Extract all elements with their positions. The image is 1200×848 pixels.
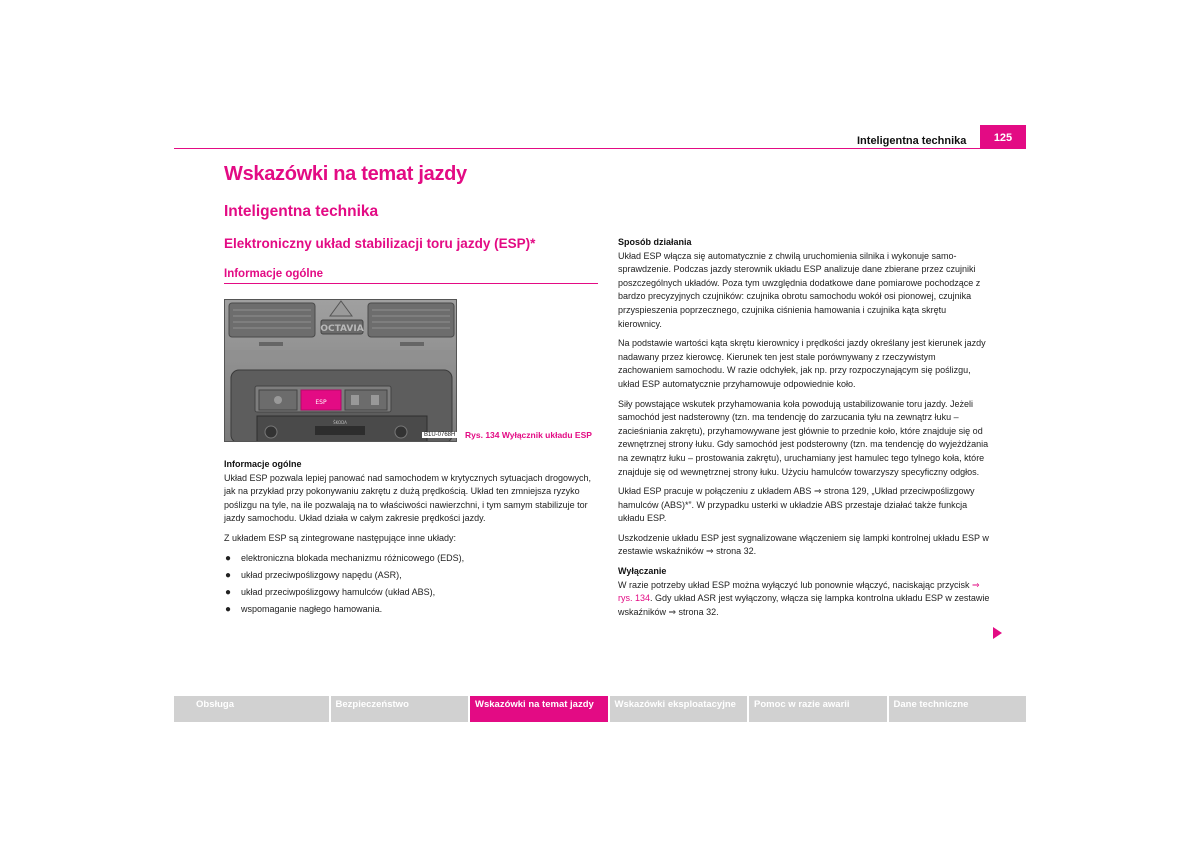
right-subtitle-2: Wyłączanie (618, 566, 667, 577)
page-number: 125 (980, 125, 1026, 149)
section-title: Inteligentna technika (224, 203, 379, 220)
right-column (618, 236, 992, 625)
list-item: ● elektroniczna blokada mechanizmu różnicowego (EDS), (225, 552, 465, 564)
dashboard-illustration (225, 300, 457, 442)
continue-arrow-icon (993, 627, 1002, 639)
left-paragraph-1: Układ ESP pozwala lepiej panować nad samochodem w krytycznych sytuacjach drogowych, jak na przykład przy pokonywaniu zakrętu z dużą prędkością. Układ ten zmniejsza ryzyko poślizgu na tyle, na ile pozwalają na to właściwości nawierzchni, i tym samym stabilizuje tor jazdy samochodu. Układ działa w całym zakresie prędkości jazdy. (224, 472, 592, 524)
bullet-icon: ● (225, 569, 232, 581)
topic-title: Informacje ogólne (224, 268, 324, 280)
figure-code: B1U-0768H (424, 432, 456, 438)
left-paragraph-2: Z układem ESP są zintegrowane następujące inne układy: (224, 532, 456, 543)
right-paragraph-5: Uszkodzenie układu ESP jest sygnalizowane włączeniem się lampki kontrolnej układu ESP w zestawie wskaźników ⇒ strona 32. (618, 532, 989, 557)
right-paragraph-3: Siły powstające wskutek przyhamowania koła powodują ustabilizowanie toru jazdy. Jeżeli samochód jest nadsterowny (tzn. ma tendencję do zarzucania tyłu na zewnątrz łuku – zacieśniania zakrętu), przyhamowywane jest głównie to przednie koło, które znajduje się od zewnętrznej strony łuku. Gdy samochód jest podsterowny (tzn. ma tendencję do wyjeżdżania na zewnątrz łuku – prostowania zakrętu), uruchamiany jest hamulec tego tylnego koła, które znajduje się od wewnętrznej strony łuku. Użyciu hamulców towarzyszy specyficzny odgłos. (618, 398, 989, 477)
right-paragraph-1: Układ ESP włącza się automatycznie z chwilą uruchomienia silnika i wykonuje samo-sprawdzenie. Podczas jazdy sterownik układu ESP analizuje dane zbierane przez czujniki poszczególnych układów. Poza tym uwzględnia dodatkowe dane pomiarowe pochodzące z bardzo precyzyjnych czujników: czujnika obrotu samochodu wokół osi pionowej, czujnika przyspieszenia poprzecznego, czujnika ciśnienia hamowania i czujnika kąta skrętu kierownicy. (618, 250, 981, 329)
chapter-tabs (174, 696, 1026, 722)
bullet-icon: ● (225, 586, 232, 598)
right-paragraph-2: Na podstawie wartości kąta skrętu kierownicy i prędkości jazdy określany jest kierunek jazdy nadawany przez kierowcę. Kierunek ten jest stale porównywany z rzeczywistym zachowaniem samochodu. W razie odchyłek, jak np. przy rozpoczynającym się poślizgu, układ ESP automatycznie przyhamowuje odpowiednie koło. (618, 338, 986, 389)
tab-wskazowki-jazdy[interactable]: Wskazówki na temat jazdy (470, 696, 608, 722)
esp-button-label: ESP (315, 399, 327, 406)
bullet-icon: ● (225, 552, 232, 564)
right-subtitle-1: Sposób działania (618, 237, 692, 247)
tab-pomoc[interactable]: Pomoc w razie awarii (749, 696, 887, 722)
list-item: ● układ przeciwpoślizgowy napędu (ASR), (225, 569, 402, 581)
running-header: Inteligentna technika (857, 135, 967, 147)
header-divider (174, 148, 1026, 149)
tab-obsluga[interactable]: Obsługa (174, 696, 329, 722)
tab-bezpieczenstwo[interactable]: Bezpieczeństwo (331, 696, 469, 722)
list-item: ● wspomaganie nagłego hamowania. (225, 603, 383, 615)
tab-dane-techniczne[interactable]: Dane techniczne (889, 696, 1027, 722)
left-subtitle: Informacje ogólne (224, 459, 302, 469)
tab-wskazowki-eksploatacyjne[interactable]: Wskazówki eksploatacyjne (610, 696, 748, 722)
radio-brand: ŠKODA (333, 420, 347, 425)
logo-text: OCTAVIA (320, 324, 364, 334)
subsection-title: Elektroniczny układ stabilizacji toru jazdy (ESP)* (224, 236, 536, 251)
chapter-title: Wskazówki na temat jazdy (224, 163, 467, 185)
list-item: ● układ przeciwpoślizgowy hamulców (układ ABS), (225, 586, 436, 598)
esp-switch-figure (224, 299, 457, 442)
right-paragraph-4: Układ ESP pracuje w połączeniu z układem ABS ⇒ strona 129, „Układ przeciwpoślizgowy hamulców (ABS)*”. W przypadku usterki w układzie ABS przestaje działać także funkcja układu ESP. (618, 486, 975, 524)
bullet-icon: ● (225, 603, 232, 615)
left-column (224, 458, 596, 620)
figure-caption: Rys. 134 Wyłącznik układu ESP (465, 430, 592, 440)
figure-reference-link[interactable]: ⇒ rys. 134 (618, 579, 980, 604)
topic-divider (224, 283, 598, 284)
right-paragraph-6: W razie potrzeby układ ESP można wyłączyć lub ponownie włączyć, naciskając przycisk ⇒ rys. 134. Gdy układ ASR jest wyłączony, włącza się lampka kontrolna układu ESP w zestawie wskaźników ⇒ strona 32. (618, 579, 990, 617)
